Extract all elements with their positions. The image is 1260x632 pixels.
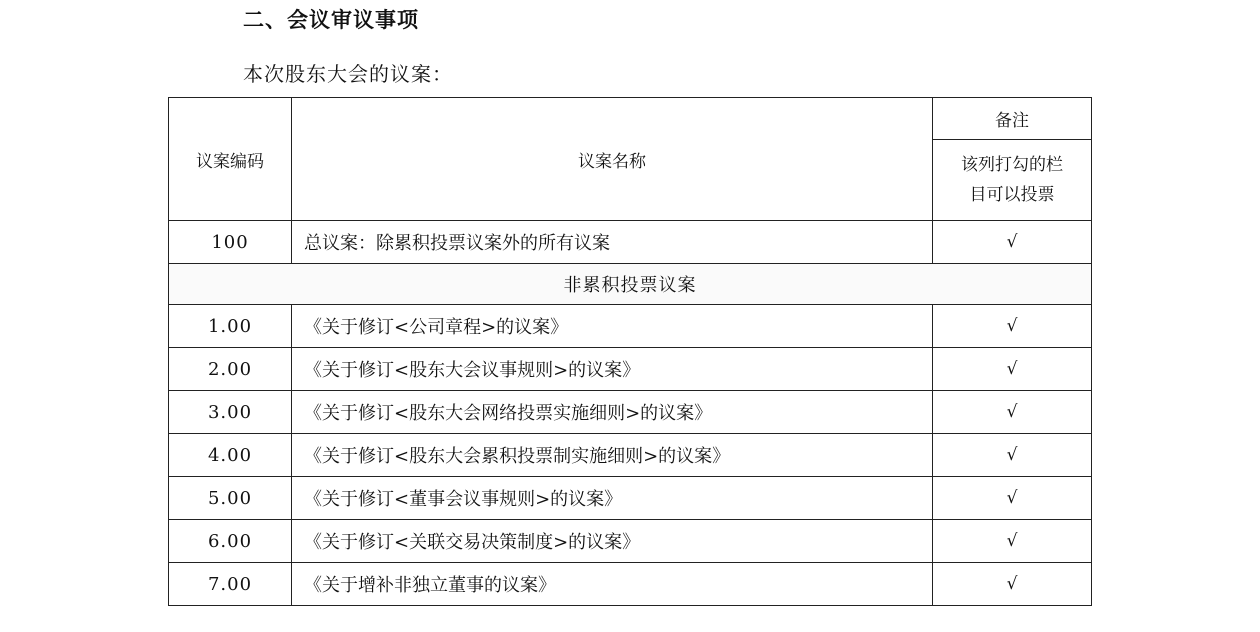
row-name: 《关于修订<股东大会网络投票实施细则>的议案》 [292, 391, 933, 434]
row-code: 1.00 [169, 305, 292, 348]
row-code: 2.00 [169, 348, 292, 391]
row-code: 5.00 [169, 477, 292, 520]
row-name: 《关于修订<董事会议事规则>的议案》 [292, 477, 933, 520]
row-check: √ [933, 434, 1092, 477]
motions-table [168, 97, 1092, 606]
header-note: 备注 [933, 98, 1092, 140]
row-check: √ [933, 391, 1092, 434]
row-check: √ [933, 563, 1092, 606]
row-check: √ [933, 305, 1092, 348]
row-name: 《关于增补非独立董事的议案》 [292, 563, 933, 606]
table-row [169, 305, 1092, 348]
header-note-sub-line2: 目可以投票 [969, 185, 1055, 205]
total-name: 总议案：除累积投票议案外的所有议案 [292, 221, 933, 264]
row-code: 4.00 [169, 434, 292, 477]
table-row-total [169, 221, 1092, 264]
row-name: 《关于修订<关联交易决策制度>的议案》 [292, 520, 933, 563]
table-section-row [169, 264, 1092, 305]
row-name: 《关于修订<股东大会累积投票制实施细则>的议案》 [292, 434, 933, 477]
total-check: √ [933, 221, 1092, 264]
table-row [169, 477, 1092, 520]
header-note-sub-line1: 该列打勾的栏 [961, 155, 1063, 175]
row-check: √ [933, 477, 1092, 520]
row-code: 6.00 [169, 520, 292, 563]
table-row [169, 391, 1092, 434]
table-header-row [169, 98, 1092, 140]
row-code: 3.00 [169, 391, 292, 434]
header-note-sub [933, 140, 1092, 221]
section-label: 非累积投票议案 [169, 264, 1092, 305]
table-row [169, 348, 1092, 391]
table-row [169, 520, 1092, 563]
row-check: √ [933, 520, 1092, 563]
table-row [169, 434, 1092, 477]
table-row [169, 563, 1092, 606]
row-check: √ [933, 348, 1092, 391]
row-code: 7.00 [169, 563, 292, 606]
header-name: 议案名称 [292, 98, 933, 221]
row-name: 《关于修订<股东大会议事规则>的议案》 [292, 348, 933, 391]
header-code: 议案编码 [169, 98, 292, 221]
section-intro: 本次股东大会的议案： [243, 62, 453, 86]
row-name: 《关于修订<公司章程>的议案》 [292, 305, 933, 348]
total-code: 100 [169, 221, 292, 264]
section-heading: 二、会议审议事项 [243, 8, 419, 32]
